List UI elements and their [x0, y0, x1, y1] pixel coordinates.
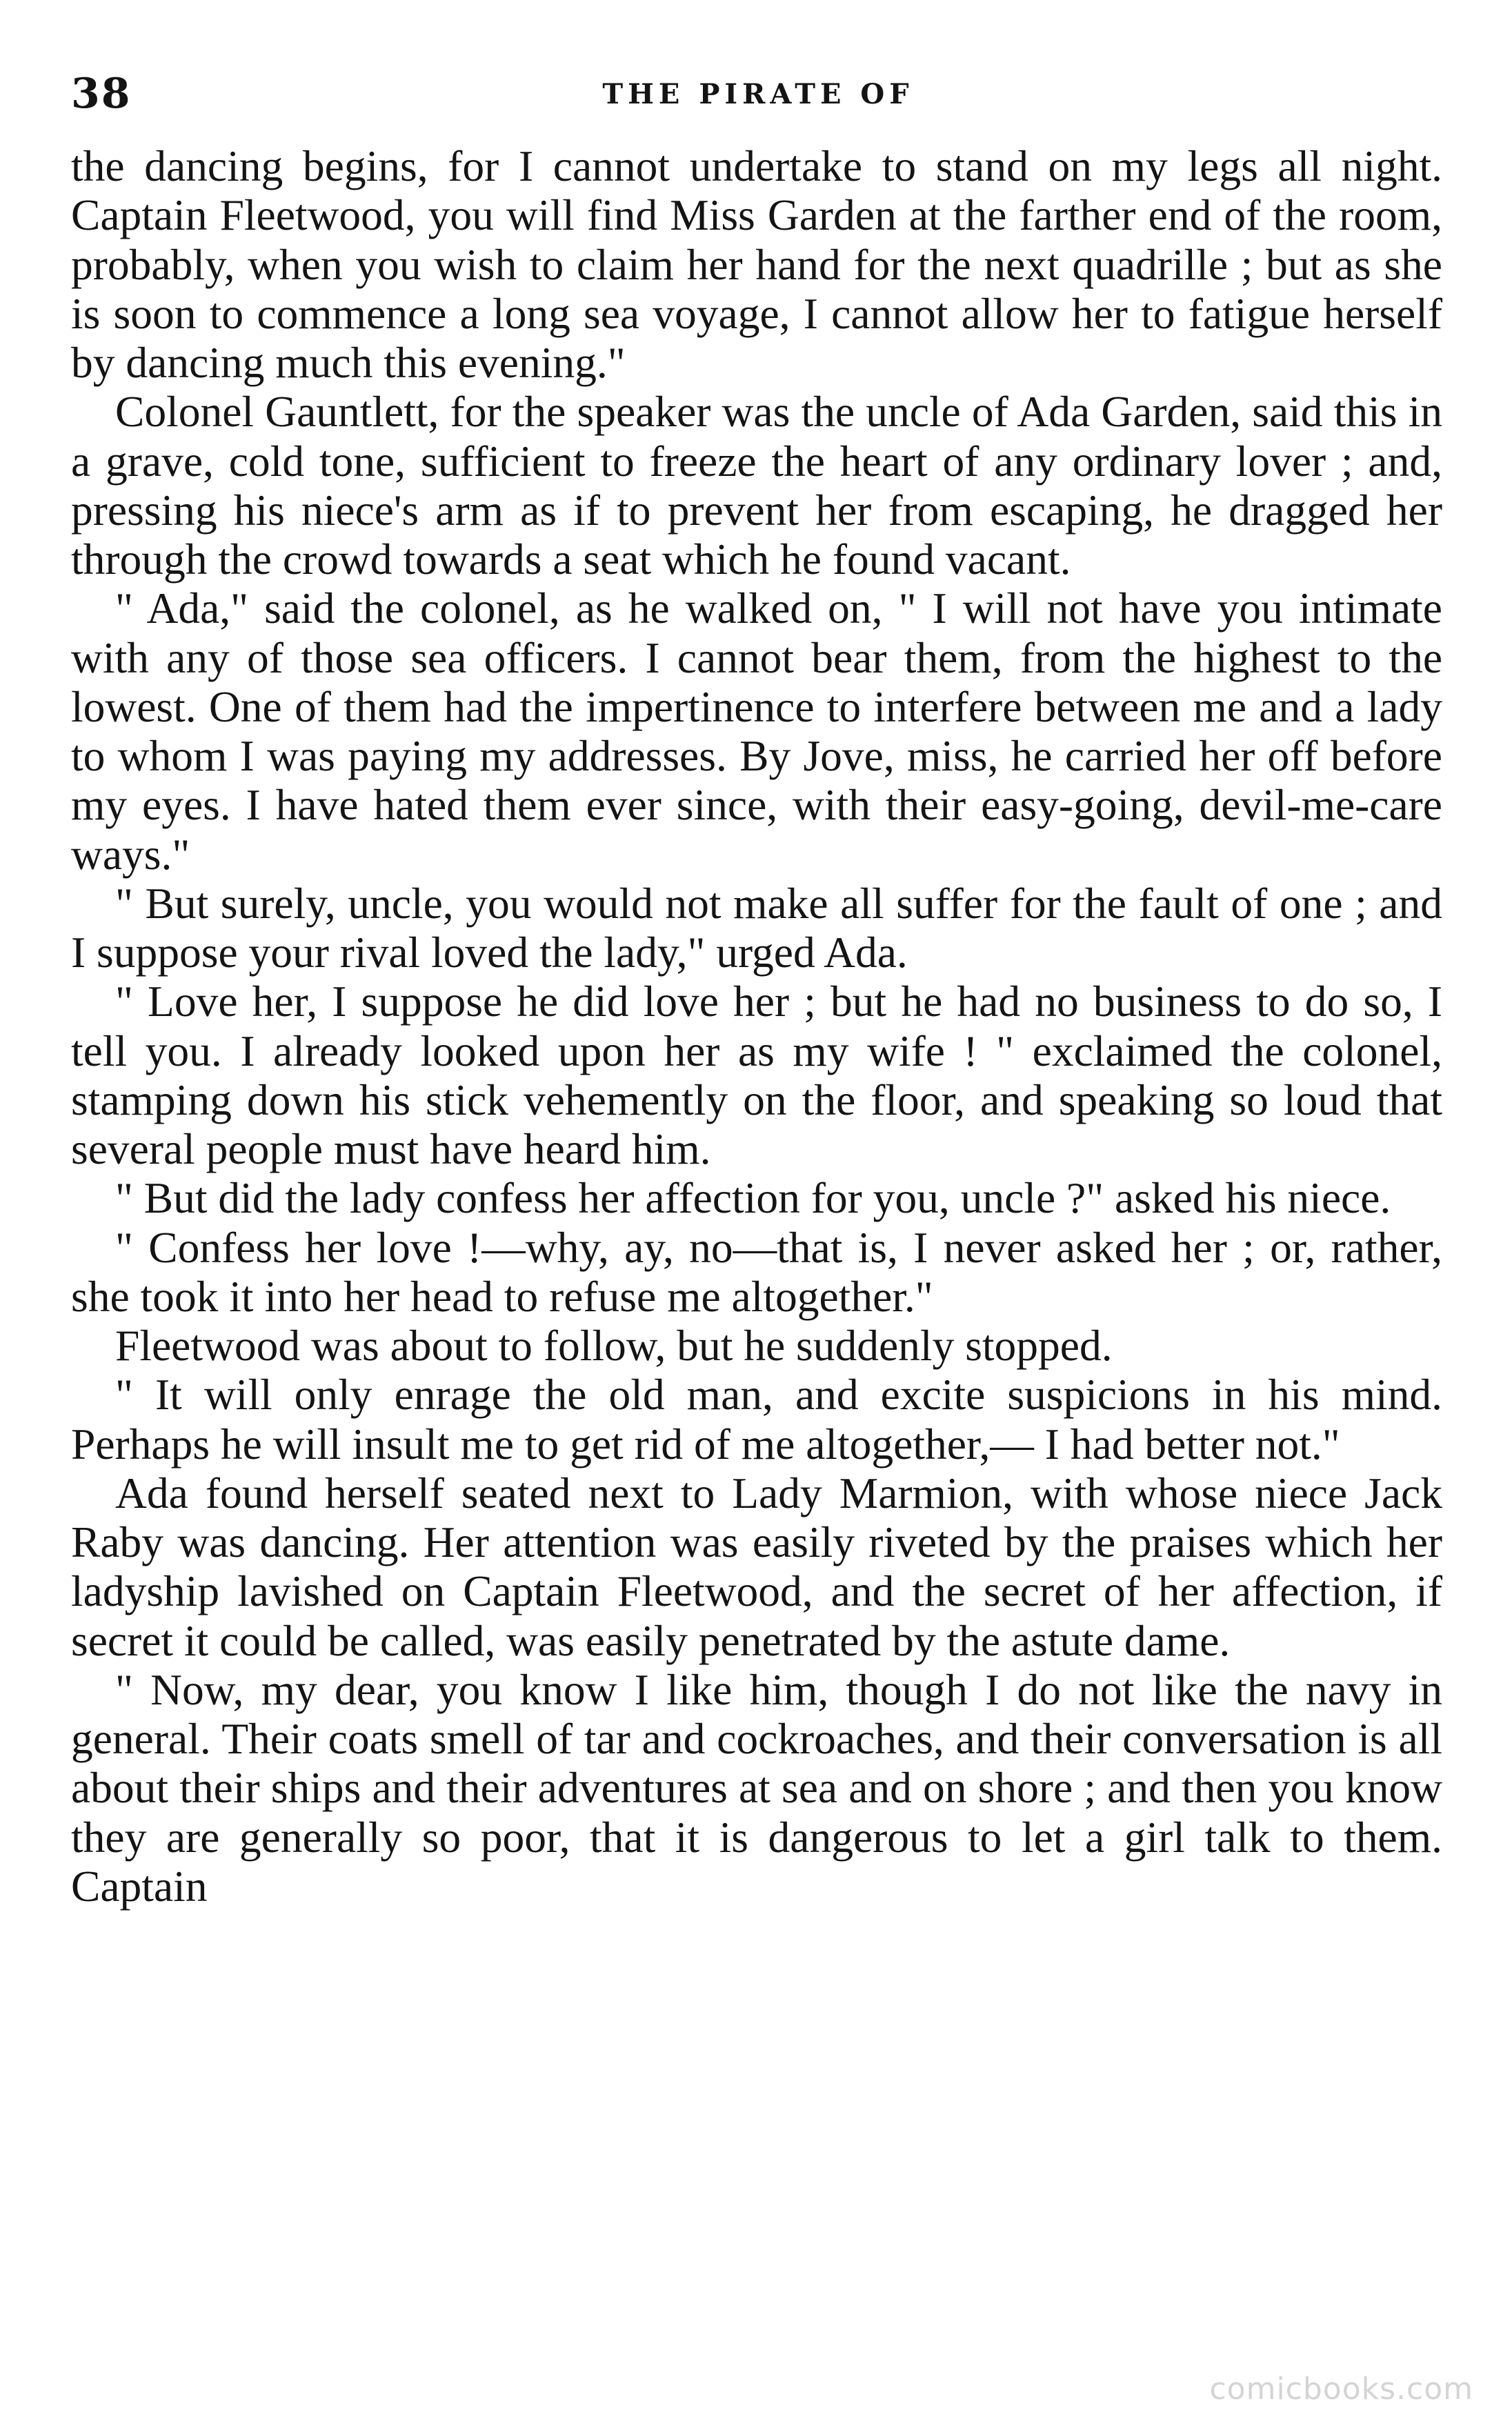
watermark: comicbooks.com: [1209, 2371, 1473, 2407]
paragraph: " But surely, uncle, you would not make all suffer for the fault of one ; and I suppose your rival loved the lady," urged Ada.: [71, 878, 1442, 977]
paragraph: " Now, my dear, you know I like him, though I do not like the navy in general. Their coats smell of tar and cockroaches, and their conversation is all about their ships and their adventures at sea and on shore ; and then you know they are generally so poor, that it is dangerous to let a girl talk to them. Captain: [71, 1664, 1442, 1911]
page-header: [71, 66, 1445, 121]
paragraph: " Confess her love !—why, ay, no—that is, I never asked her ; or, rather, she took it into her head to refuse me altogether.": [71, 1222, 1442, 1321]
paragraph: " Love her, I suppose he did love her ; but he had no business to do so, I tell you. I already looked upon her as my wife ! " exclaimed the colonel, stamping down his stick vehemently on the floor, and speaking so loud that several people must have heard him.: [71, 977, 1442, 1173]
page-number: 38: [71, 70, 132, 118]
paragraph: " Ada," said the colonel, as he walked on, " I will not have you intimate with any of those sea officers. I cannot bear them, from the highest to the lowest. One of them had the impertinence to interfere between me and a lady to whom I was paying my addresses. By Jove, miss, he carried her off before my eyes. I have hated them ever since, with their easy-going, devil-me-care ways.": [71, 584, 1442, 879]
paragraph: " It will only enrage the old man, and excite suspicions in his mind. Perhaps he will insult me to get rid of me altogether,— I had better not.": [71, 1370, 1442, 1469]
body-text: [71, 141, 1442, 1911]
paragraph: Fleetwood was about to follow, but he suddenly stopped.: [115, 1321, 1113, 1370]
paragraph: " But did the lady confess her affection for you, uncle ?" asked his niece.: [115, 1173, 1391, 1223]
paragraph: Ada found herself seated next to Lady Marmion, with whose niece Jack Raby was dancing. Her attention was easily riveted by the praises which her ladyship lavished on Captain Fleetwood, and the secret of her affection, if secret it could be called, was easily penetrated by the astute dame.: [71, 1468, 1442, 1665]
running-title: THE PIRATE OF: [602, 78, 914, 110]
paragraph-continued: the dancing begins, for I cannot undertake to stand on my legs all night. Captain Fleetwood, you will find Miss Garden at the farther end of the room, probably, when you wish to claim her hand for the next quadrille ; but as she is soon to commence a long sea voyage, I cannot allow her to fatigue herself by dancing much this evening.": [71, 141, 1442, 387]
paragraph: Colonel Gauntlett, for the speaker was the uncle of Ada Garden, said this in a grave, cold tone, sufficient to freeze the heart of any ordinary lover ; and, pressing his niece's arm as if to prevent her from escaping, he dragged her through the crowd towards a seat which he found vacant.: [71, 387, 1442, 584]
